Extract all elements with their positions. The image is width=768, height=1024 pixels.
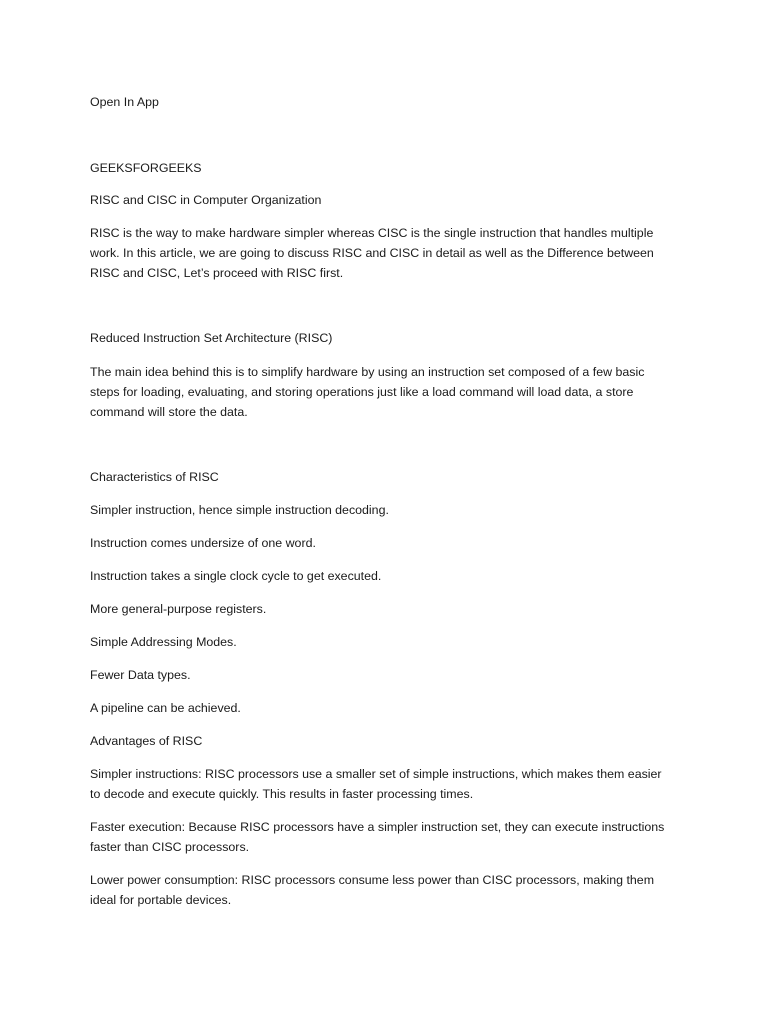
advantages-heading: Advantages of RISC <box>90 734 203 748</box>
intro-paragraph: RISC is the way to make hardware simpler whereas CISC is the single instruction that handles multiple work. In this article, we are going to discuss RISC and CISC in detail as well as the Difference between RISC and CISC, Let’s proceed with RISC first. <box>90 226 654 280</box>
advantage-item: Simpler instructions: RISC processors use a smaller set of simple instructions, which makes them easier to decode and execute quickly. This results in faster processing times. <box>90 767 662 801</box>
advantage-item: Lower power consumption: RISC processors consume less power than CISC processors, making them ideal for portable devices. <box>90 873 655 907</box>
characteristic-item: More general-purpose registers. <box>90 602 267 616</box>
characteristic-item: Instruction takes a single clock cycle to get executed. <box>90 569 382 583</box>
article-title: RISC and CISC in Computer Organization <box>90 193 322 207</box>
characteristic-item: Simple Addressing Modes. <box>90 635 237 649</box>
risc-heading: Reduced Instruction Set Architecture (RISC) <box>90 331 333 345</box>
characteristic-item: A pipeline can be achieved. <box>90 701 241 715</box>
open-in-app-link[interactable]: Open In App <box>90 95 159 109</box>
characteristics-heading: Characteristics of RISC <box>90 470 219 484</box>
characteristic-item: Simpler instruction, hence simple instruction decoding. <box>90 503 389 517</box>
characteristic-item: Fewer Data types. <box>90 668 191 682</box>
advantage-item: Faster execution: Because RISC processors have a simpler instruction set, they can execute instructions faster than CISC processors. <box>90 820 665 854</box>
risc-body-paragraph: The main idea behind this is to simplify hardware by using an instruction set composed of a few basic steps for loading, evaluating, and storing operations just like a load command will load data, a store command will store the data. <box>90 365 645 419</box>
characteristic-item: Instruction comes undersize of one word. <box>90 536 316 550</box>
site-name: GEEKSFORGEEKS <box>90 161 202 175</box>
